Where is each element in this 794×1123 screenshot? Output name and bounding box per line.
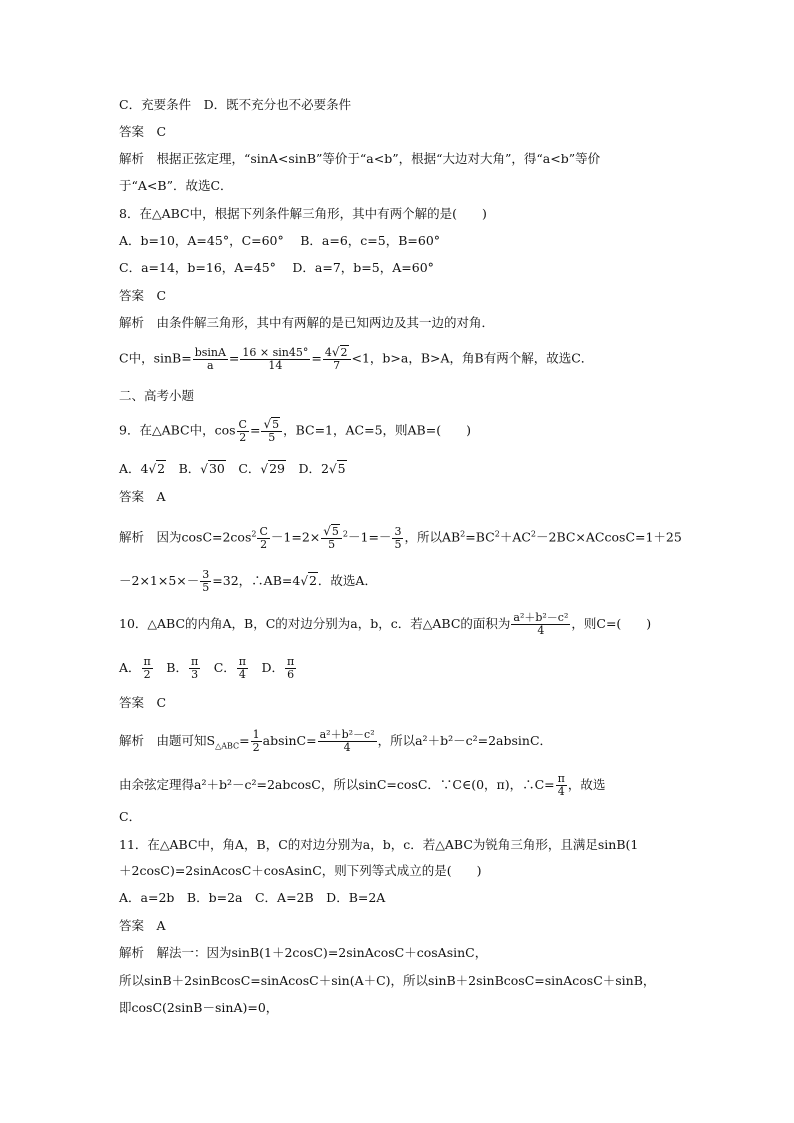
question-9: 9．在△ABC中，cos $\frac{C}{2}$ = $\frac{√5}{5}$ ，BC=1，AC=5，则AB=( ) bbox=[119, 417, 471, 444]
answer-line: 答案 C bbox=[119, 124, 167, 139]
q9-solution: 解析 因为$\cos C=2\cos^2$ $\frac{C}{2}$ －1=2× $\frac{√5}{5}$ $^2$－1=－ $\frac{3}{5}$ ，所以$AB^2=BC^2+AC^2-2BC\times ACcosC=1+25$ bbox=[119, 524, 682, 551]
q9-solution-cont: －2×1×5×－ $\frac{3}{5}$ =32，∴AB=4√2．故选A． bbox=[119, 568, 377, 594]
q10-options: A． $\frac{\pi}{2}$ B． $\frac{\pi}{3}$ C． $\frac{\pi}{4}$ D． $\frac{\pi}{6}$ bbox=[119, 655, 295, 681]
question-8: 8．在△ABC中，根据下列条件解三角形，其中有两个解的是( ) bbox=[119, 206, 487, 221]
q10-solution-cont: 由余弦定理得a²＋b²－c²=2abcosC，所以sinC=cosC．∵C∈(0，π)，∴C= $\frac{\pi}{4}$ ，故选 bbox=[119, 772, 606, 798]
q9-options: A．4√2 B．√30 C．√29 D．2√5 bbox=[119, 461, 346, 476]
text-line: ＋2cosC)=2sinAcosC＋cosAsinC，则下列等式成立的是( ) bbox=[119, 863, 482, 878]
text-line: C． bbox=[119, 809, 142, 824]
text-line: 所以sinB＋2sinBcosC=sinAcosC＋sin(A＋C)，所以sinB＋2sinBcosC=sinAcosC＋sinB， bbox=[119, 973, 656, 988]
text-line: C．充要条件 D．既不充分也不必要条件 bbox=[119, 97, 352, 112]
q8-solution-formula: C中，sinB= $\frac{bsinA}{a}$ = $\frac{16 \times \sin 45^\circ}{14}$ = $\frac{4√2}{7}$ <1，b>a，B>A，角B有两个解，故选C． bbox=[119, 345, 594, 372]
text-line: 解析 由条件解三角形，其中有两解的是已知两边及其一边的对角． bbox=[119, 315, 495, 330]
question-11: 11．在△ABC中，角A，B，C的对边分别为a，b，c．若△ABC为锐角三角形，且满足sinB(1 bbox=[119, 837, 639, 852]
answer-line: 答案 A bbox=[119, 489, 166, 504]
text-line: 解析 解法一：因为sinB(1＋2cosC)=2sinAcosC＋cosAsinC， bbox=[119, 945, 488, 960]
question-10: 10．△ABC的内角A，B，C的对边分别为a，b，c．若△ABC的面积为 $\frac{\text{a²＋b²－c²}}{4}$ ，则C=( ) bbox=[119, 611, 652, 637]
text-line: 解析 根据正弦定理，“sinA<sinB”等价于“a<b”，根据“大边对大角”，得“a<b”等价 bbox=[119, 151, 601, 166]
section-heading: 二、高考小题 bbox=[119, 388, 195, 403]
options-line: C．a=14，b=16，A=45° D．a=7，b=5，A=60° bbox=[119, 260, 434, 275]
answer-line: 答案 C bbox=[119, 288, 167, 303]
options-line: A．a=2b B．b=2a C．A=2B D．B=2A bbox=[119, 890, 386, 905]
answer-line: 答案 C bbox=[119, 695, 167, 710]
q10-solution: 解析 由题可知$S_{\triangle ABC}=$ $\frac{1}{2}$ absinC= $\frac{\text{a²＋b²－c²}}{4}$ ，所以a²＋b²－c²=2absinC． bbox=[119, 728, 553, 754]
text-line: 即cosC(2sinB－sinA)=0， bbox=[119, 1000, 279, 1015]
answer-line: 答案 A bbox=[119, 918, 166, 933]
options-line: A．b=10，A=45°，C=60° B．a=6，c=5，B=60° bbox=[119, 233, 441, 248]
text-line: 于“A<B”．故选C． bbox=[119, 178, 233, 193]
